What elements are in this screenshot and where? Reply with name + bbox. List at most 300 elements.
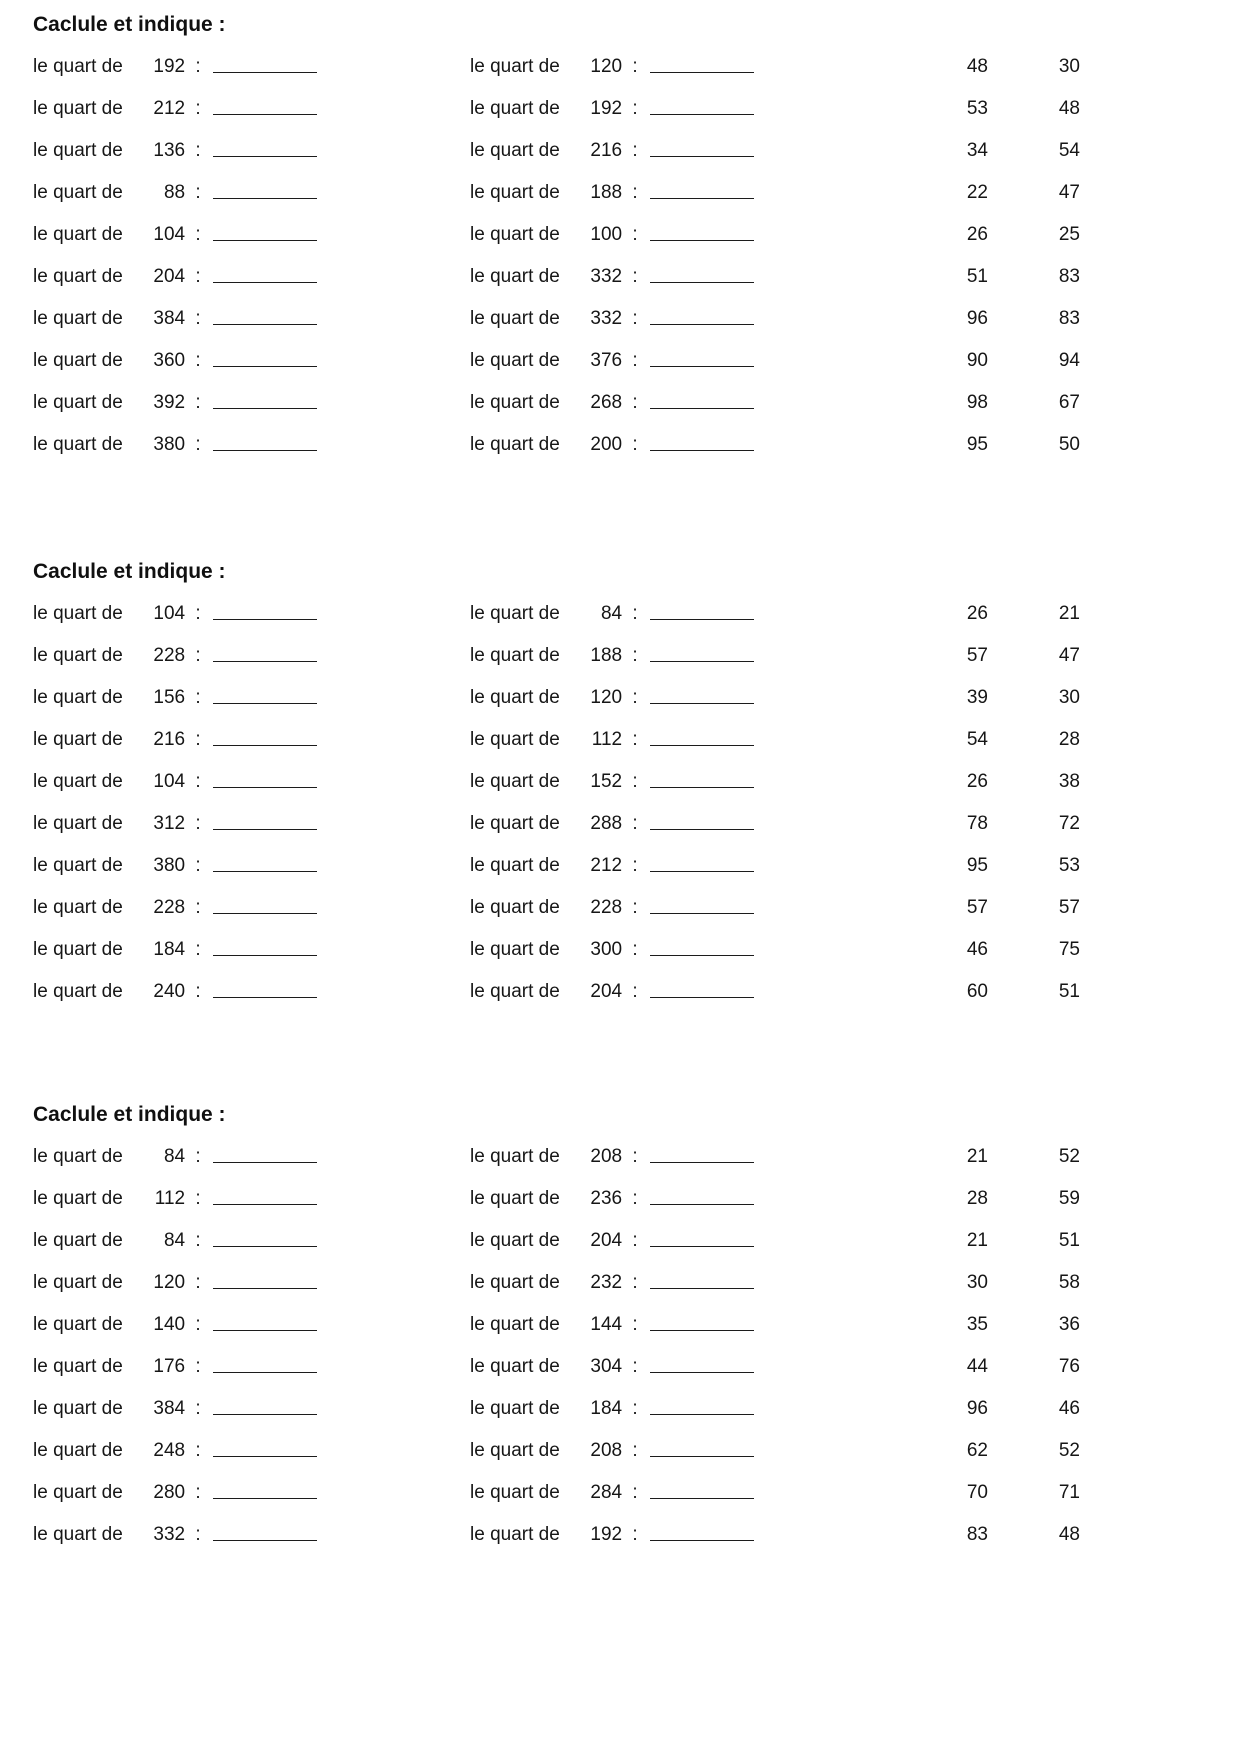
operand-value: 216: [590, 140, 623, 161]
operand-value: 300: [590, 939, 623, 960]
exercise-right: [470, 971, 754, 1013]
colon-separator: :: [195, 1146, 201, 1167]
exercise-right: [470, 845, 754, 887]
answer-value-2: 76: [1058, 1356, 1080, 1377]
answer-blank-line: [213, 1477, 317, 1499]
quart-label: le quart de: [470, 645, 560, 666]
answer-value-1: 34: [966, 140, 988, 161]
exercise-row: [33, 1472, 1241, 1514]
exercise-left: [33, 46, 317, 88]
quart-label: le quart de: [33, 1230, 123, 1251]
colon-separator: :: [632, 603, 638, 624]
answer-value-2: 58: [1058, 1272, 1080, 1293]
exercise-rows: [33, 593, 1241, 1013]
exercise-right: [470, 635, 754, 677]
exercise-left: [33, 971, 317, 1013]
exercise-right: [470, 929, 754, 971]
operand-value: 216: [153, 729, 186, 750]
exercise-right: [470, 719, 754, 761]
operand-value: 204: [590, 981, 623, 1002]
answer-blank-line: [650, 1309, 754, 1331]
operand-value: 380: [153, 855, 186, 876]
quart-label: le quart de: [33, 266, 123, 287]
answer-value-2: 25: [1058, 224, 1080, 245]
answer-blank-line: [650, 640, 754, 662]
operand-value: 268: [590, 392, 623, 413]
answer-blank-line: [213, 1141, 317, 1163]
exercise-row: [33, 803, 1241, 845]
operand-value: 212: [590, 855, 623, 876]
quart-label: le quart de: [470, 897, 560, 918]
exercise-left: [33, 298, 317, 340]
quart-label: le quart de: [33, 308, 123, 329]
answer-value-2: 38: [1058, 771, 1080, 792]
answer-value-1: 21: [966, 1146, 988, 1167]
answer-blank-line: [213, 682, 317, 704]
answer-blank-line: [650, 598, 754, 620]
operand-value: 332: [590, 266, 623, 287]
colon-separator: :: [632, 1356, 638, 1377]
exercise-row: [33, 1220, 1241, 1262]
answer-blank-line: [213, 177, 317, 199]
answer-blank-line: [650, 1141, 754, 1163]
colon-separator: :: [632, 981, 638, 1002]
quart-label: le quart de: [33, 1314, 123, 1335]
colon-separator: :: [632, 1272, 638, 1293]
answer-blank-line: [650, 976, 754, 998]
answer-value-1: 96: [966, 1398, 988, 1419]
operand-value: 212: [153, 98, 186, 119]
answer-value-1: 46: [966, 939, 988, 960]
answer-value-2: 57: [1058, 897, 1080, 918]
colon-separator: :: [195, 140, 201, 161]
exercise-right: [470, 424, 754, 466]
quart-label: le quart de: [33, 1272, 123, 1293]
colon-separator: :: [632, 855, 638, 876]
operand-value: 288: [590, 813, 623, 834]
colon-separator: :: [195, 1356, 201, 1377]
exercise-row: [33, 1430, 1241, 1472]
exercise-right: [470, 1346, 754, 1388]
answer-blank-line: [650, 177, 754, 199]
operand-value: 228: [590, 897, 623, 918]
quart-label: le quart de: [33, 1482, 123, 1503]
answer-value-2: 46: [1058, 1398, 1080, 1419]
operand-value: 112: [591, 729, 623, 750]
answer-value-2: 51: [1058, 981, 1080, 1002]
answer-value-2: 72: [1058, 813, 1080, 834]
operand-value: 88: [163, 182, 186, 203]
exercise-row: [33, 130, 1241, 172]
quart-label: le quart de: [33, 813, 123, 834]
answer-blank-line: [213, 1309, 317, 1331]
answer-value-2: 83: [1058, 266, 1080, 287]
answer-blank-line: [213, 387, 317, 409]
operand-value: 84: [163, 1230, 186, 1251]
quart-label: le quart de: [33, 897, 123, 918]
answer-value-2: 21: [1058, 603, 1080, 624]
answer-blank-line: [213, 1351, 317, 1373]
operand-value: 280: [153, 1482, 186, 1503]
operand-value: 104: [153, 771, 186, 792]
exercise-right: [470, 382, 754, 424]
exercise-left: [33, 88, 317, 130]
quart-label: le quart de: [470, 1188, 560, 1209]
operand-value: 240: [153, 981, 186, 1002]
answer-value-2: 30: [1058, 687, 1080, 708]
answer-value-2: 48: [1058, 1524, 1080, 1545]
exercise-right: [470, 887, 754, 929]
colon-separator: :: [632, 350, 638, 371]
exercise-left: [33, 382, 317, 424]
exercise-left: [33, 1514, 317, 1556]
quart-label: le quart de: [33, 1524, 123, 1545]
operand-value: 176: [153, 1356, 186, 1377]
colon-separator: :: [195, 813, 201, 834]
answer-blank-line: [650, 1267, 754, 1289]
quart-label: le quart de: [33, 729, 123, 750]
colon-separator: :: [632, 1230, 638, 1251]
exercise-left: [33, 887, 317, 929]
colon-separator: :: [632, 645, 638, 666]
answer-blank-line: [650, 850, 754, 872]
colon-separator: :: [195, 1230, 201, 1251]
exercise-right: [470, 1304, 754, 1346]
exercise-right: [470, 1388, 754, 1430]
answer-value-1: 53: [966, 98, 988, 119]
operand-value: 188: [590, 182, 623, 203]
exercise-row: [33, 298, 1241, 340]
answer-blank-line: [650, 1477, 754, 1499]
worksheet-section-2: [33, 555, 1241, 1013]
exercise-left: [33, 1178, 317, 1220]
answer-blank-line: [213, 724, 317, 746]
answer-value-1: 26: [966, 603, 988, 624]
exercise-right: [470, 1472, 754, 1514]
answer-blank-line: [650, 429, 754, 451]
answer-value-2: 30: [1058, 56, 1080, 77]
exercise-right: [470, 256, 754, 298]
answer-value-2: 47: [1058, 645, 1080, 666]
answer-blank-line: [213, 1183, 317, 1205]
exercise-row: [33, 1304, 1241, 1346]
answer-blank-line: [213, 850, 317, 872]
exercise-left: [33, 256, 317, 298]
answer-blank-line: [650, 682, 754, 704]
exercise-row: [33, 256, 1241, 298]
answer-value-1: 28: [966, 1188, 988, 1209]
answer-value-2: 54: [1058, 140, 1080, 161]
quart-label: le quart de: [33, 1146, 123, 1167]
exercise-left: [33, 1430, 317, 1472]
operand-value: 384: [153, 308, 186, 329]
operand-value: 248: [153, 1440, 186, 1461]
exercise-left: [33, 635, 317, 677]
colon-separator: :: [195, 308, 201, 329]
quart-label: le quart de: [470, 603, 560, 624]
colon-separator: :: [632, 182, 638, 203]
answer-value-1: 90: [966, 350, 988, 371]
answer-value-2: 47: [1058, 182, 1080, 203]
colon-separator: :: [195, 687, 201, 708]
operand-value: 360: [153, 350, 186, 371]
colon-separator: :: [632, 56, 638, 77]
exercise-row: [33, 761, 1241, 803]
exercise-left: [33, 1388, 317, 1430]
colon-separator: :: [195, 392, 201, 413]
exercise-left: [33, 1304, 317, 1346]
exercise-right: [470, 130, 754, 172]
answer-blank-line: [650, 1183, 754, 1205]
exercise-row: [33, 1136, 1241, 1178]
answer-value-2: 71: [1058, 1482, 1080, 1503]
exercise-left: [33, 1346, 317, 1388]
exercise-left: [33, 677, 317, 719]
answer-value-1: 57: [966, 645, 988, 666]
answer-value-1: 35: [966, 1314, 988, 1335]
operand-value: 192: [153, 56, 186, 77]
worksheet-section-1: [33, 8, 1241, 466]
exercise-right: [470, 1178, 754, 1220]
quart-label: le quart de: [470, 939, 560, 960]
colon-separator: :: [632, 266, 638, 287]
quart-label: le quart de: [33, 645, 123, 666]
answer-blank-line: [650, 892, 754, 914]
operand-value: 228: [153, 897, 186, 918]
answer-blank-line: [650, 387, 754, 409]
answer-value-1: 44: [966, 1356, 988, 1377]
answer-blank-line: [213, 219, 317, 241]
quart-label: le quart de: [470, 266, 560, 287]
answer-blank-line: [650, 1225, 754, 1247]
exercise-row: [33, 214, 1241, 256]
operand-value: 84: [163, 1146, 186, 1167]
answer-value-1: 95: [966, 434, 988, 455]
quart-label: le quart de: [33, 56, 123, 77]
answer-value-1: 98: [966, 392, 988, 413]
colon-separator: :: [195, 434, 201, 455]
answer-value-1: 54: [966, 729, 988, 750]
answer-blank-line: [650, 1351, 754, 1373]
quart-label: le quart de: [470, 1272, 560, 1293]
quart-label: le quart de: [470, 771, 560, 792]
colon-separator: :: [632, 1482, 638, 1503]
operand-value: 192: [590, 98, 623, 119]
colon-separator: :: [632, 939, 638, 960]
colon-separator: :: [632, 1524, 638, 1545]
colon-separator: :: [195, 266, 201, 287]
exercise-row: [33, 929, 1241, 971]
quart-label: le quart de: [470, 729, 560, 750]
operand-value: 208: [590, 1146, 623, 1167]
answer-blank-line: [213, 345, 317, 367]
colon-separator: :: [195, 98, 201, 119]
answer-value-2: 53: [1058, 855, 1080, 876]
answer-blank-line: [650, 219, 754, 241]
quart-label: le quart de: [470, 1482, 560, 1503]
colon-separator: :: [632, 1440, 638, 1461]
answer-blank-line: [650, 261, 754, 283]
colon-separator: :: [632, 813, 638, 834]
worksheet-section-3: [33, 1098, 1241, 1556]
operand-value: 332: [153, 1524, 186, 1545]
quart-label: le quart de: [470, 1314, 560, 1335]
exercise-row: [33, 971, 1241, 1013]
quart-label: le quart de: [470, 392, 560, 413]
colon-separator: :: [195, 350, 201, 371]
colon-separator: :: [195, 981, 201, 1002]
answer-value-1: 22: [966, 182, 988, 203]
exercise-right: [470, 214, 754, 256]
operand-value: 100: [590, 224, 623, 245]
colon-separator: :: [195, 1524, 201, 1545]
section-title: Caclule et indique :: [33, 1103, 226, 1126]
answer-value-2: 75: [1058, 939, 1080, 960]
answer-blank-line: [650, 934, 754, 956]
answer-blank-line: [213, 892, 317, 914]
answer-value-1: 48: [966, 56, 988, 77]
quart-label: le quart de: [470, 308, 560, 329]
answer-blank-line: [650, 1435, 754, 1457]
quart-label: le quart de: [33, 434, 123, 455]
quart-label: le quart de: [33, 855, 123, 876]
operand-value: 184: [590, 1398, 623, 1419]
answer-blank-line: [213, 808, 317, 830]
exercise-row: [33, 845, 1241, 887]
operand-value: 104: [153, 603, 186, 624]
quart-label: le quart de: [33, 939, 123, 960]
exercise-right: [470, 340, 754, 382]
colon-separator: :: [195, 182, 201, 203]
answer-blank-line: [213, 598, 317, 620]
exercise-row: [33, 677, 1241, 719]
colon-separator: :: [632, 1146, 638, 1167]
answer-value-2: 94: [1058, 350, 1080, 371]
exercise-left: [33, 803, 317, 845]
quart-label: le quart de: [33, 182, 123, 203]
operand-value: 84: [600, 603, 623, 624]
exercise-right: [470, 298, 754, 340]
answer-blank-line: [213, 1267, 317, 1289]
exercise-right: [470, 1514, 754, 1556]
quart-label: le quart de: [470, 98, 560, 119]
colon-separator: :: [195, 771, 201, 792]
answer-blank-line: [213, 303, 317, 325]
exercise-row: [33, 340, 1241, 382]
operand-value: 120: [590, 56, 623, 77]
exercise-right: [470, 593, 754, 635]
exercise-row: [33, 382, 1241, 424]
operand-value: 112: [154, 1188, 186, 1209]
exercise-left: [33, 424, 317, 466]
exercise-right: [470, 1262, 754, 1304]
answer-blank-line: [213, 934, 317, 956]
answer-blank-line: [213, 1519, 317, 1541]
answer-blank-line: [650, 135, 754, 157]
exercise-left: [33, 719, 317, 761]
colon-separator: :: [195, 1440, 201, 1461]
operand-value: 236: [590, 1188, 623, 1209]
answer-blank-line: [213, 1435, 317, 1457]
answer-blank-line: [213, 766, 317, 788]
colon-separator: :: [632, 1398, 638, 1419]
colon-separator: :: [195, 729, 201, 750]
exercise-left: [33, 761, 317, 803]
answer-blank-line: [213, 1393, 317, 1415]
colon-separator: :: [632, 729, 638, 750]
quart-label: le quart de: [33, 98, 123, 119]
exercise-row: [33, 46, 1241, 88]
operand-value: 104: [153, 224, 186, 245]
quart-label: le quart de: [470, 1440, 560, 1461]
quart-label: le quart de: [470, 1398, 560, 1419]
answer-blank-line: [650, 1519, 754, 1541]
quart-label: le quart de: [470, 350, 560, 371]
quart-label: le quart de: [470, 1524, 560, 1545]
operand-value: 184: [153, 939, 186, 960]
exercise-row: [33, 1262, 1241, 1304]
operand-value: 156: [153, 687, 186, 708]
answer-blank-line: [650, 51, 754, 73]
exercise-row: [33, 88, 1241, 130]
exercise-left: [33, 340, 317, 382]
quart-label: le quart de: [33, 1398, 123, 1419]
operand-value: 188: [590, 645, 623, 666]
exercise-left: [33, 845, 317, 887]
quart-label: le quart de: [33, 140, 123, 161]
answer-value-1: 21: [966, 1230, 988, 1251]
answer-value-1: 26: [966, 771, 988, 792]
section-title: Caclule et indique :: [33, 13, 226, 36]
exercise-row: [33, 424, 1241, 466]
operand-value: 380: [153, 434, 186, 455]
exercise-left: [33, 1136, 317, 1178]
colon-separator: :: [632, 897, 638, 918]
exercise-left: [33, 593, 317, 635]
operand-value: 140: [153, 1314, 186, 1335]
colon-separator: :: [632, 308, 638, 329]
exercise-left: [33, 130, 317, 172]
answer-value-2: 28: [1058, 729, 1080, 750]
colon-separator: :: [195, 1482, 201, 1503]
colon-separator: :: [195, 1398, 201, 1419]
quart-label: le quart de: [470, 855, 560, 876]
quart-label: le quart de: [33, 224, 123, 245]
exercise-rows: [33, 1136, 1241, 1556]
answer-value-1: 96: [966, 308, 988, 329]
exercise-row: [33, 1178, 1241, 1220]
answer-value-1: 51: [966, 266, 988, 287]
exercise-row: [33, 635, 1241, 677]
colon-separator: :: [195, 1314, 201, 1335]
operand-value: 304: [590, 1356, 623, 1377]
operand-value: 204: [153, 266, 186, 287]
quart-label: le quart de: [470, 140, 560, 161]
exercise-left: [33, 929, 317, 971]
operand-value: 120: [590, 687, 623, 708]
operand-value: 284: [590, 1482, 623, 1503]
answer-value-2: 52: [1058, 1440, 1080, 1461]
quart-label: le quart de: [33, 603, 123, 624]
answer-value-1: 39: [966, 687, 988, 708]
exercise-right: [470, 1220, 754, 1262]
quart-label: le quart de: [33, 392, 123, 413]
exercise-right: [470, 761, 754, 803]
quart-label: le quart de: [470, 434, 560, 455]
answer-value-2: 83: [1058, 308, 1080, 329]
answer-blank-line: [213, 640, 317, 662]
answer-value-1: 70: [966, 1482, 988, 1503]
